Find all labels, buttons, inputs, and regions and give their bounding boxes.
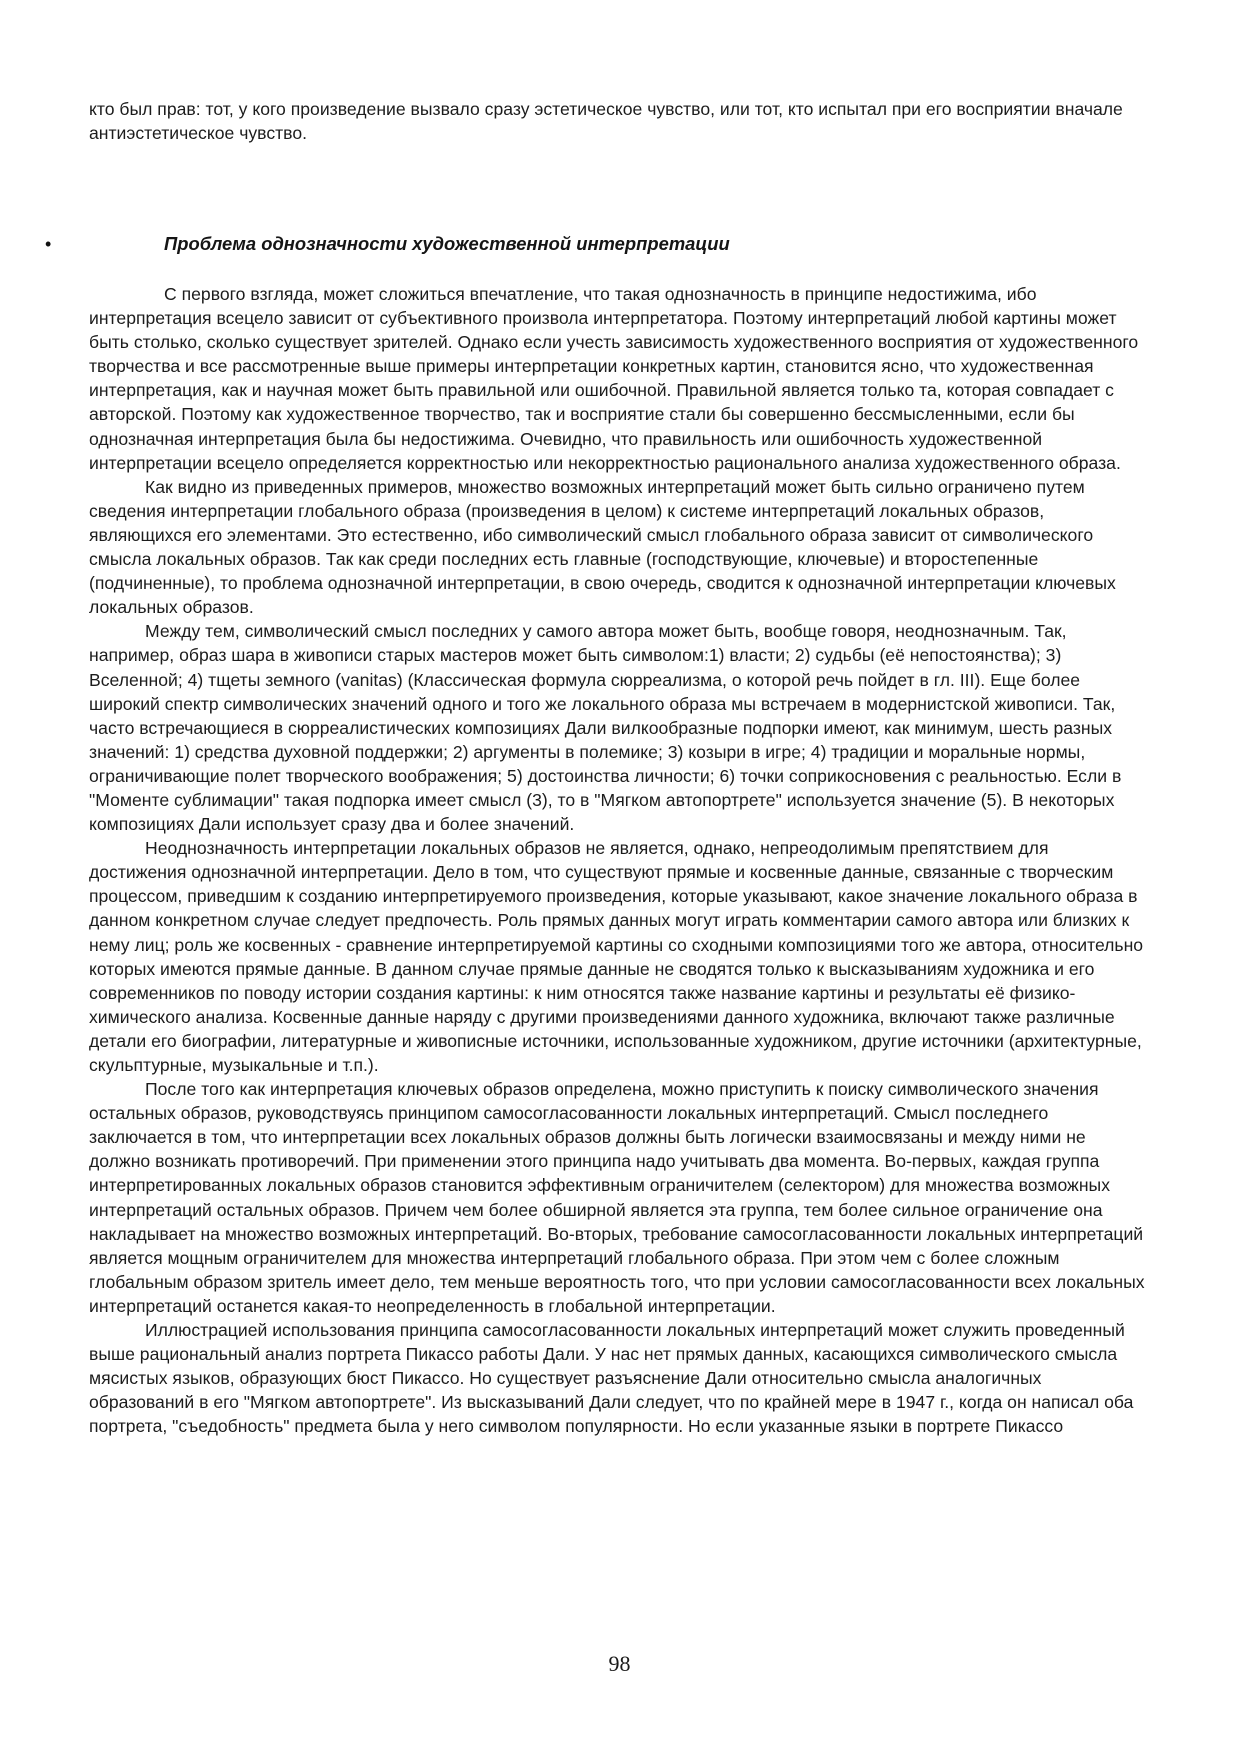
paragraph: Как видно из приведенных примеров, множество возможных интерпретаций может быть сильно ограничено путем сведения интерпретации глобального образа (произведения в целом) к системе интерпретаций локальных образов, являющихся его элементами. Это естественно, ибо символический смысл глобального образа зависит от символического смысла локальных образов. Так как среди последних есть главные (господствующие, ключевые) и второстепенные (подчиненные), то проблема однозначной интерпретации, в свою очередь, сводится к однозначной интерпретации ключевых локальных образов. bbox=[89, 476, 1116, 618]
section-heading: Проблема однозначности художественной интерпретации bbox=[164, 233, 730, 254]
paragraph: Между тем, символический смысл последних у самого автора может быть, вообще говоря, неоднозначным. Так, например, образ шара в живописи старых мастеров может быть символом:1) власти; 2) судьбы (её непостоянства); 3) Вселенной; 4) тщеты земного (vanitas) (Классическая формула сюрреализма, о которой речь пойдет в гл. III). Еще более широкий спектр символических значений одного и того же локального образа мы встречаем в модернистской живописи. Так, часто встречающиеся в сюрреалистических композициях Дали вилкообразные подпорки имеют, как минимум, шесть разных значений: 1) средства духовной поддержки; 2) аргументы в полемике; 3) козыри в игре; 4) традиции и моральные нормы, ограничивающие полет творческого воображения; 5) достоинства личности; 6) точки соприкосновения с реальностью. Если в "Моменте сублимации" такая подпорка имеет смысл (3), то в "Мягком автопортрете" используется значение (5). В некоторых композициях Дали использует сразу два и более значений. bbox=[89, 621, 1122, 835]
section-heading-row bbox=[0, 231, 1239, 257]
paragraph: После того как интерпретация ключевых образов определена, можно приступить к поиску символического значения остальных образов, руководствуясь принципом самосогласованности локальных интерпретаций. Смысл последнего заключается в том, что интерпретации всех локальных образов должны быть логически взаимосвязаны и между ними не должно возникать противоречий. При применении этого принципа надо учитывать два момента. Во-первых, каждая группа интерпретированных локальных образов становится эффективным ограничителем (селектором) для множества возможных интерпретаций остальных образов. Причем чем более обширной является эта группа, тем более сильное ограничение она накладывает на множество возможных интерпретаций. Во-вторых, требование самосогласованности локальных интерпретаций является мощным ограничителем для множества интерпретаций глобального образа. При этом чем с более сложным глобальным образом зритель имеет дело, тем меньше вероятность того, что при условии самосогласованности всех локальных интерпретаций останется какая-то неопределенность в глобальной интерпретации. bbox=[89, 1079, 1145, 1316]
bullet-icon: • bbox=[45, 234, 52, 254]
paragraph: С первого взгляда, может сложиться впечатление, что такая однозначность в принципе недостижима, ибо интерпретация всецело зависит от субъективного произвола интерпретатора. Поэтому интерпретаций любой картины может быть столько, сколько существует зрителей. Однако если учесть зависимость художественного восприятия от художественного творчества и все рассмотренные выше примеры интерпретации конкретных картин, становится ясно, что художественная интерпретация, как и научная может быть правильной или ошибочной. Правильной является только та, которая совпадает с авторской. Поэтому как художественное творчество, так и восприятие стали бы совершенно бессмысленными, если бы однозначная интерпретация была бы недостижима. Очевидно, что правильность или ошибочность художественной интерпретации всецело определяется корректностью или некорректностью рационального анализа художественного образа. bbox=[89, 284, 1139, 473]
paragraph: Неоднозначность интерпретации локальных образов не является, однако, непреодолимым препятствием для достижения однозначной интерпретации. Дело в том, что существуют прямые и косвенные данные, связанные с творческим процессом, приведшим к созданию интерпретируемого произведения, которые указывают, какое значение локального образа в данном конкретном случае следует предпочесть. Роль прямых данных могут играть комментарии самого автора или близких к нему лиц; роль же косвенных - сравнение интерпретируемой картины со сходными композициями того же автора, относительно которых имеются прямые данные. В данном случае прямые данные не сводятся только к высказываниям художника и его современников по поводу истории создания картины: к ним относятся также название картины и результаты её физико-химического анализа. Косвенные данные наряду с другими произведениями данного художника, включают также различные детали его биографии, литературные и живописные источники, использованные художником, другие источники (архитектурные, скульптурные, музыкальные и т.п.). bbox=[89, 838, 1144, 1075]
opening-paragraph: кто был прав: тот, у кого произведение вызвало сразу эстетическое чувство, или тот, кто испытал при его восприятии вначале антиэстетическое чувство. bbox=[89, 99, 1123, 144]
page-number: 98 bbox=[608, 1651, 631, 1676]
paragraph: Иллюстрацией использования принципа самосогласованности локальных интерпретаций может служить проведенный выше рациональный анализ портрета Пикассо работы Дали. У нас нет прямых данных, касающихся символического смысла мясистых языков, образующих бюст Пикассо. Но существует разъяснение Дали относительно смысла аналогичных образований в его "Мягком автопортрете". Из высказываний Дали следует, что по крайней мере в 1947 г., когда он написал оба портрета, "съедобность" предмета была у него символом популярности. Но если указанные языки в портрете Пикассо bbox=[89, 1320, 1134, 1437]
body-text bbox=[89, 282, 1147, 1439]
